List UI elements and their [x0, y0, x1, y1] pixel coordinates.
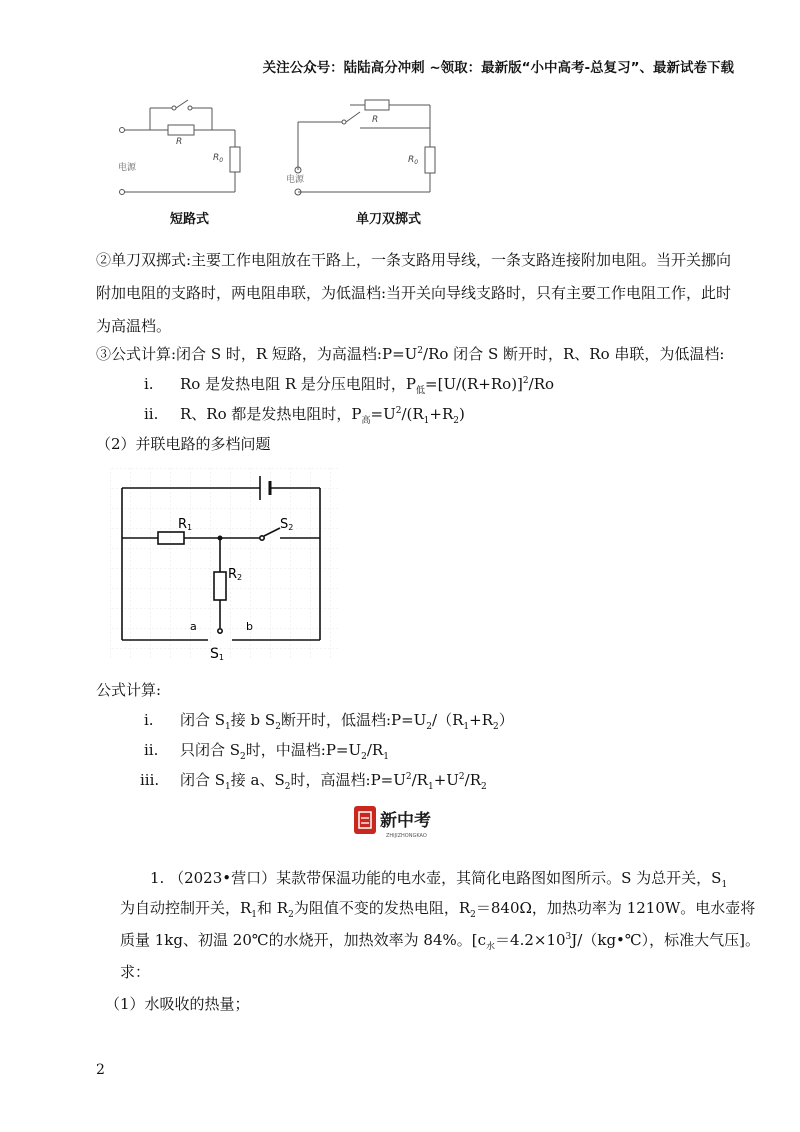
item-number: ii. [144, 405, 159, 423]
spdt-caption: 单刀双掷式 [356, 212, 422, 227]
question-line: 质量 1kg、初温 20℃的水烧开，加热效率为 84%。[$c_水=4.2\times 10^3J/(kg•℃)$，标准大气压]。 [120, 931, 761, 952]
question-line: 为自动控制开关，$R_1$和 $R_2$为阻值不变的发热电阻，$R_2=840\Omega$，加热功率为 1210W。电水壶将 [120, 899, 756, 920]
item-number: iii. [140, 771, 160, 789]
b-label: b [246, 620, 253, 633]
short-circuit-diagram [110, 92, 260, 204]
paragraph-line: ②单刀双掷式:主要工作电阻放在干路上，一条支路用导线，一条支路连接附加电阻。当开关挪向 [96, 251, 732, 269]
paragraph-line: 附加电阻的支路时，两电阻串联，为低温档:当开关向导线支路时，只有主要工作电阻工作，此时 [96, 284, 732, 302]
section-heading: （2）并联电路的多档问题 [96, 435, 271, 453]
r-label: R [176, 137, 183, 147]
item-text: Ro 是发热电阻 R 是分压电阻时，$P_低=[U/(R+Ro)]^2/Ro$ [180, 375, 555, 396]
page-number: 2 [96, 1062, 105, 1078]
power-label: 电源 [286, 175, 305, 185]
s2-label: S2 [280, 517, 294, 532]
logo-subtext: ZHIJIZHONGKAO [386, 833, 427, 839]
item-number: i. [144, 375, 154, 393]
logo [352, 800, 452, 840]
item-text: R、Ro 都是发热电阻时，$P_高=U^2/(R_1+R_2)$ [180, 405, 465, 426]
a-label: a [190, 620, 197, 633]
logo-badge-icon [354, 806, 376, 834]
logo-text: 新中考 [380, 811, 431, 831]
short-circuit-caption: 短路式 [170, 212, 210, 227]
item-text: 闭合 $S_1$接 a、$S_2$时，高温档$:P=U^2/R_1+U^2/R_2$ [180, 771, 487, 792]
power-label: 电源 [118, 163, 137, 173]
item-text: 闭合 $S_1$接 b $S_2$断开时，低温档$:P=U_2/(R_1+R_2)$ [180, 711, 514, 732]
r-label: R [372, 115, 379, 125]
formula-paragraph: ③公式计算:闭合 S 时，R 短路，为高温档$:P=U^2/Ro$ 闭合 S 断开时，R、Ro 串联，为低温档: [96, 345, 725, 363]
formula-title: 公式计算: [96, 681, 162, 699]
page-header: 关注公众号：陆陆高分冲刺 ~领取：最新版“小中高考-总复习”、最新试卷下载 [262, 60, 734, 76]
paragraph-line: 为高温档。 [96, 317, 172, 335]
item-number: ii. [144, 741, 159, 759]
item-number: i. [144, 711, 154, 729]
question-line: （1）水吸收的热量； [105, 995, 250, 1013]
r1-label: R1 [178, 517, 193, 532]
question-line: 1. （2023•营口）某款带保温功能的电水壶，其简化电路图如图所示。S 为总开关，$S_1$ [150, 869, 728, 890]
r0-label: $R_0$ [408, 155, 419, 166]
parallel-circuit-diagram [110, 468, 340, 666]
s1-label: S1 [210, 646, 224, 662]
spdt-diagram [280, 92, 450, 204]
question-line: 求： [120, 963, 151, 981]
r0-label: $R_0$ [213, 153, 224, 164]
item-text: 只闭合 $S_2$时，中温档$:P=U_2/R_1$ [180, 741, 389, 762]
r2-label: R2 [228, 567, 243, 582]
